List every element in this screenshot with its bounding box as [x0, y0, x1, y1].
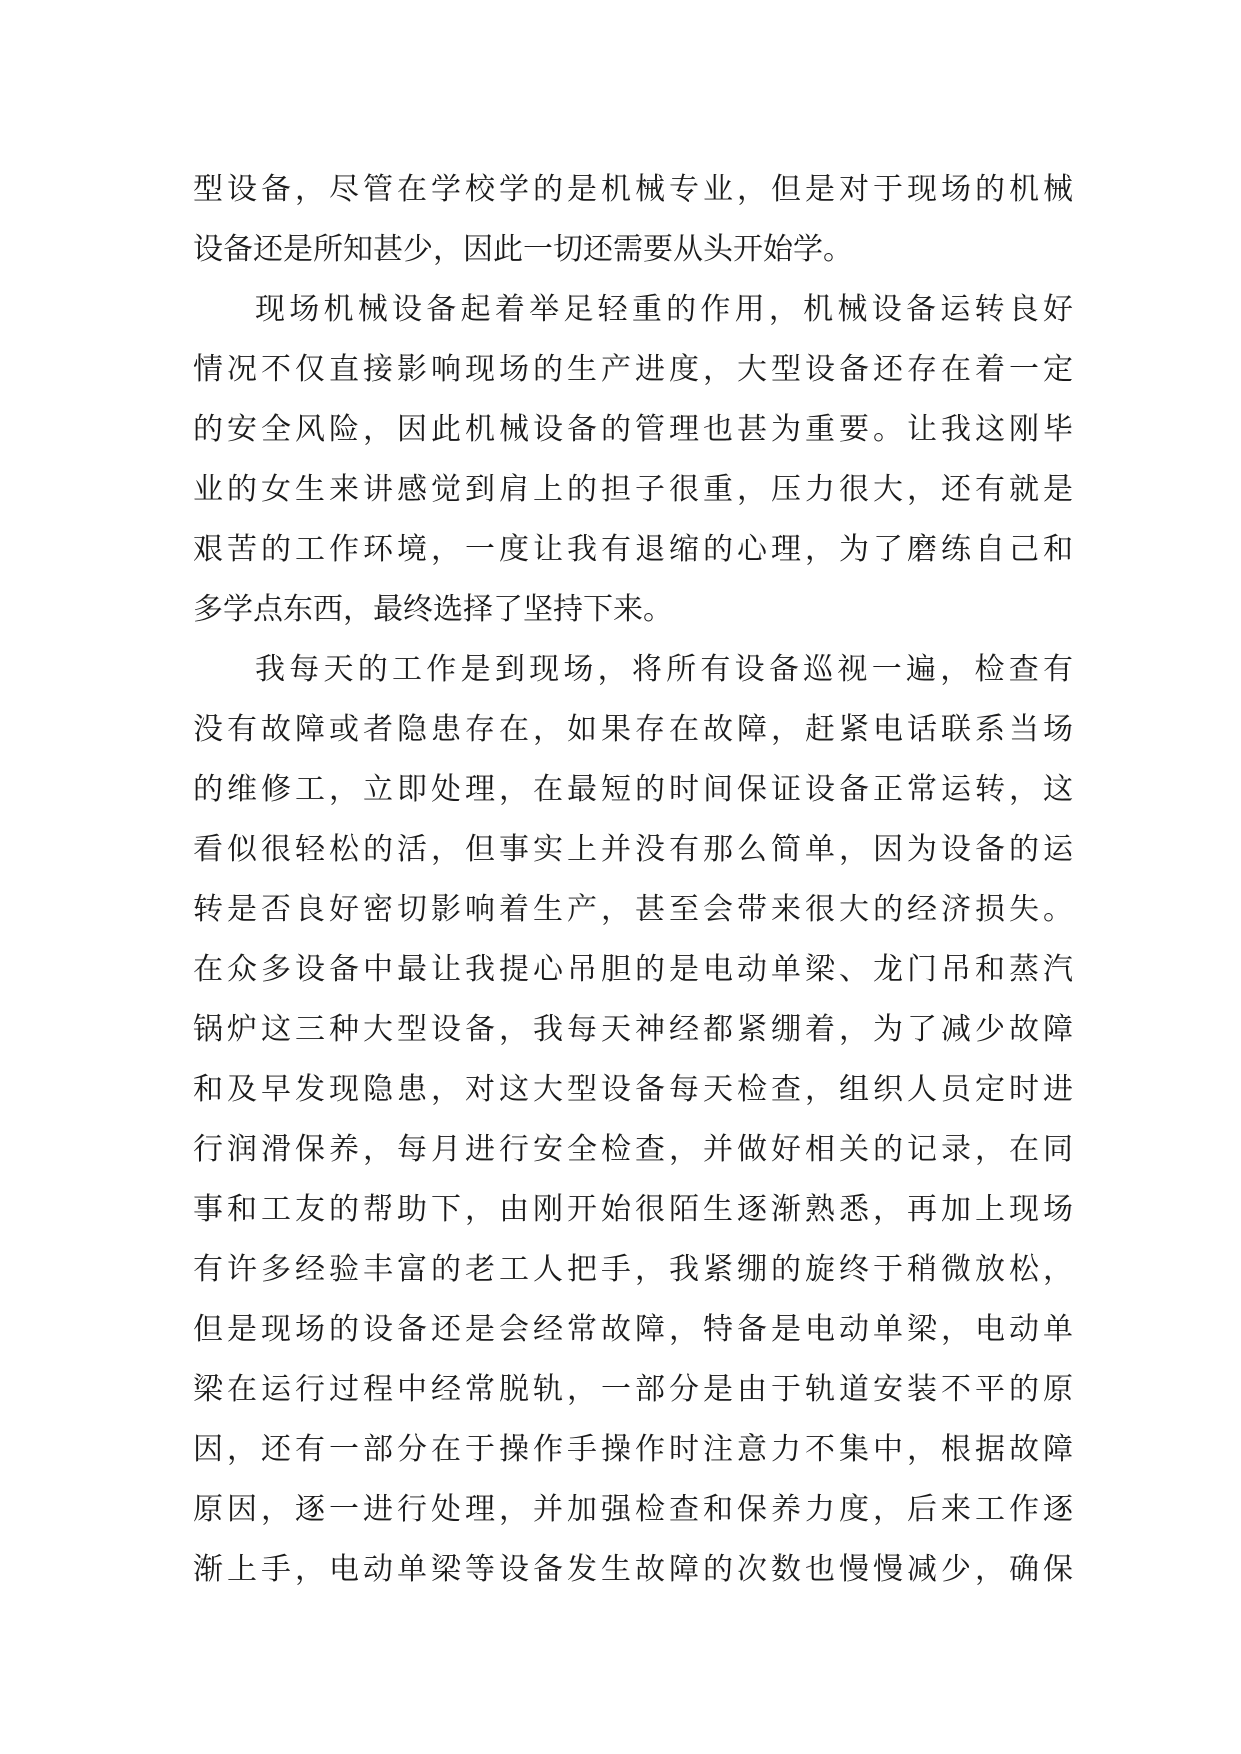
text-line: 的维修工，立即处理，在最短的时间保证设备正常运转，这: [193, 772, 1073, 807]
text-line: 看似很轻松的活，但事实上并没有那么简单，因为设备的运: [193, 832, 1073, 867]
text-line: 渐上手，电动单梁等设备发生故障的次数也慢慢减少，确保: [193, 1552, 1073, 1587]
text-line: 行润滑保养，每月进行安全检查，并做好相关的记录，在同: [193, 1132, 1073, 1167]
text-line: 锅炉这三种大型设备，我每天神经都紧绷着，为了减少故障: [193, 1012, 1073, 1047]
text-line: 我每天的工作是到现场，将所有设备巡视一遍，检查有: [255, 652, 1073, 687]
text-line: 事和工友的帮助下，由刚开始很陌生逐渐熟悉，再加上现场: [193, 1192, 1073, 1227]
text-line: 业的女生来讲感觉到肩上的担子很重，压力很大，还有就是: [193, 472, 1073, 507]
text-line: 因，还有一部分在于操作手操作时注意力不集中，根据故障: [193, 1432, 1073, 1467]
body-text: [193, 160, 1073, 1600]
text-line: 但是现场的设备还是会经常故障，特备是电动单梁，电动单: [193, 1312, 1073, 1347]
text-line: 情况不仅直接影响现场的生产进度，大型设备还存在着一定: [193, 352, 1073, 387]
text-line: 现场机械设备起着举足轻重的作用，机械设备运转良好: [255, 292, 1073, 327]
text-line: 梁在运行过程中经常脱轨，一部分是由于轨道安装不平的原: [193, 1372, 1073, 1407]
text-line: 原因，逐一进行处理，并加强检查和保养力度，后来工作逐: [193, 1492, 1073, 1527]
text-line: 的安全风险，因此机械设备的管理也甚为重要。让我这刚毕: [193, 412, 1073, 447]
text-line: 设备还是所知甚少，因此一切还需要从头开始学。: [193, 232, 853, 267]
text-line: 多学点东西，最终选择了坚持下来。: [193, 592, 673, 627]
text-line: 没有故障或者隐患存在，如果存在故障，赶紧电话联系当场: [193, 712, 1073, 747]
text-line: 有许多经验丰富的老工人把手，我紧绷的旋终于稍微放松，: [193, 1252, 1073, 1287]
text-line: 在众多设备中最让我提心吊胆的是电动单梁、龙门吊和蒸汽: [193, 952, 1073, 987]
text-line: 艰苦的工作环境，一度让我有退缩的心理，为了磨练自己和: [193, 532, 1073, 567]
text-line: 和及早发现隐患，对这大型设备每天检查，组织人员定时进: [193, 1072, 1073, 1107]
text-line: 型设备，尽管在学校学的是机械专业，但是对于现场的机械: [193, 172, 1073, 207]
text-line: 转是否良好密切影响着生产，甚至会带来很大的经济损失。: [193, 892, 1073, 927]
